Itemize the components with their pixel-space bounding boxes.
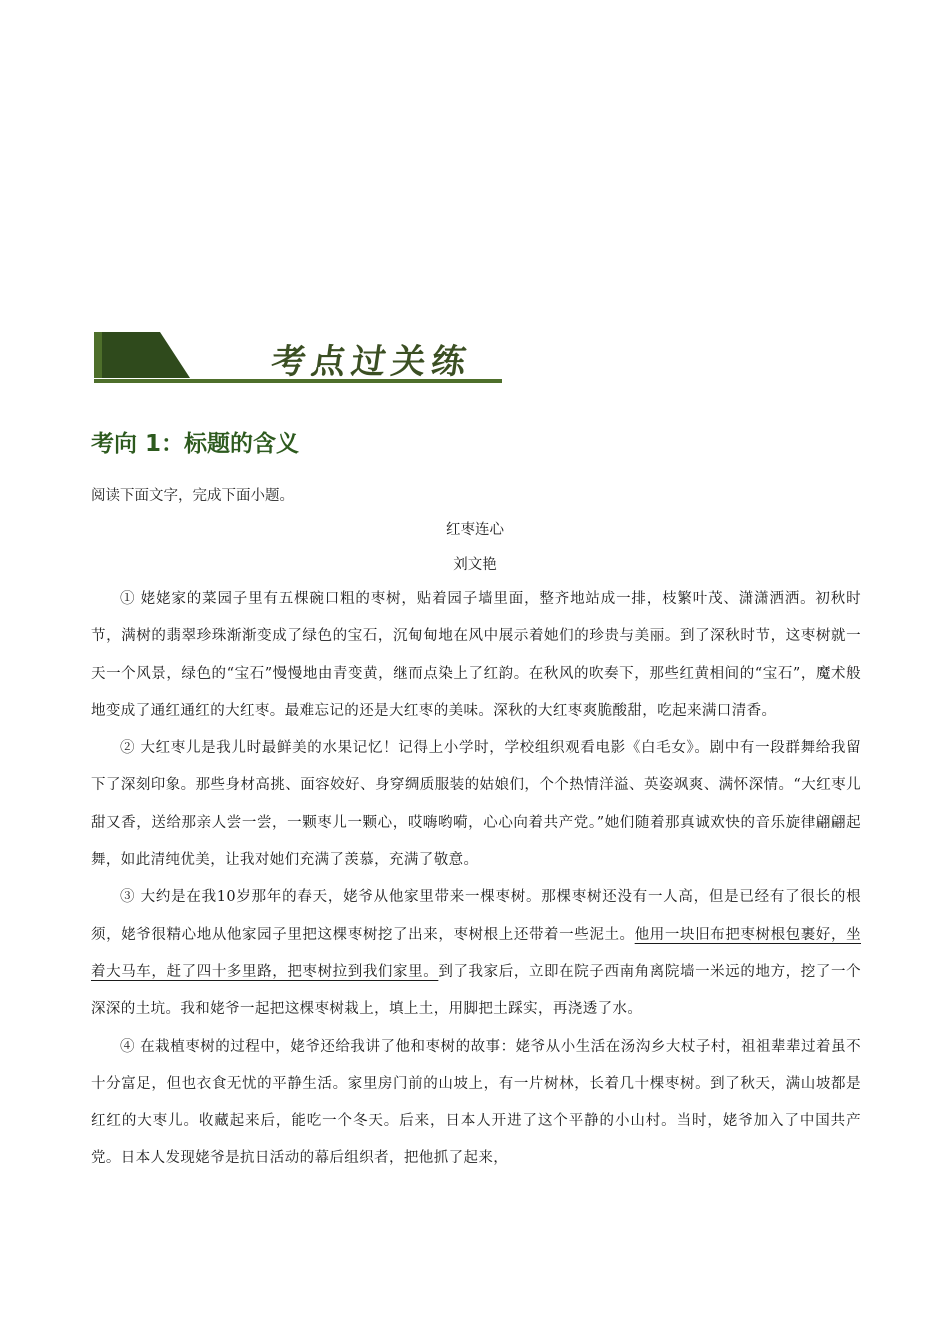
banner-block-shape [94,332,190,378]
banner-block-light [94,332,102,378]
underlined-sentence: 他用一块旧布把枣树根包裹好，坐着大马车，赶了四十多里路，把枣树拉到我们家里。 [91,926,861,980]
paragraph-2: ② 大红枣儿是我儿时最鲜美的水果记忆！记得上小学时，学校组织观看电影《白毛女》。剧中有一段群舞给我留下了深刻印象。那些身材高挑、面容姣好、身穿绸质服装的姑娘们，个个热情洋溢、英姿飒爽、满怀深情。“大红枣儿甜又香，送给那亲人尝一尝，一颗枣儿一颗心，哎嗨哟嗬，心心向着共产党。”她们随着那真诚欢快的音乐旋律翩翩起舞，如此清纯优美，让我对她们充满了羡慕，充满了敬意。 [91,740,861,869]
paragraph-3 [91,879,861,1028]
section-heading: 考向 1：标题的含义 [91,431,300,457]
banner-title: 考点过关练 [268,342,475,382]
instruction-text: 阅读下面文字，完成下面小题。 [91,488,294,504]
paragraph-1: ① 姥姥家的菜园子里有五棵碗口粗的枣树，贴着园子墙里面，整齐地站成一排，枝繁叶茂、潇潇洒洒。初秋时节，满树的翡翠珍珠渐渐变成了绿色的宝石，沉甸甸地在风中展示着她们的珍贵与美丽。到了深秋时节，这枣树就一天一个风景，绿色的“宝石”慢慢地由青变黄，继而点染上了红韵。在秋风的吹奏下，那些红黄相间的“宝石”，魔术般地变成了通红通红的大红枣。最难忘记的还是大红枣的美味。深秋的大红枣爽脆酸甜，吃起来满口清香。 [91,591,861,719]
story-author: 刘文艳 [453,557,497,573]
section-banner [94,332,504,386]
paragraph-3-before: ③ 大约是在我10岁那年的春天，姥爷从他家里带来一棵枣树。那棵枣树还没有一人高，但是已经有了很长的根须，姥爷很精心地从他家园子里把这棵枣树挖了出来，枣树根上还带着一些泥土。 [91,889,861,943]
paragraph-4: ④ 在栽植枣树的过程中，姥爷还给我讲了他和枣树的故事：姥爷从小生活在汤沟乡大杖子村，祖祖辈辈过着虽不十分富足，但也衣食无忧的平静生活。家里房门前的山坡上，有一片树林，长着几十棵枣树。到了秋天，满山坡都是红红的大枣儿。收藏起来后，能吃一个冬天。后来，日本人开进了这个平静的小山村。当时，姥爷加入了中国共产党。日本人发现姥爷是抗日活动的幕后组织者，把他抓了起来， [91,1038,861,1167]
story-body [91,581,861,1178]
paragraph-3-after: 到了我家后，立即在院子西南角离院墙一米远的地方，挖了一个深深的土坑。我和姥爷一起把这棵枣树栽上，填上土，用脚把土踩实，再浇透了水。 [91,963,861,1018]
story-title: 红枣连心 [446,522,504,538]
banner-block-dark [94,332,190,378]
